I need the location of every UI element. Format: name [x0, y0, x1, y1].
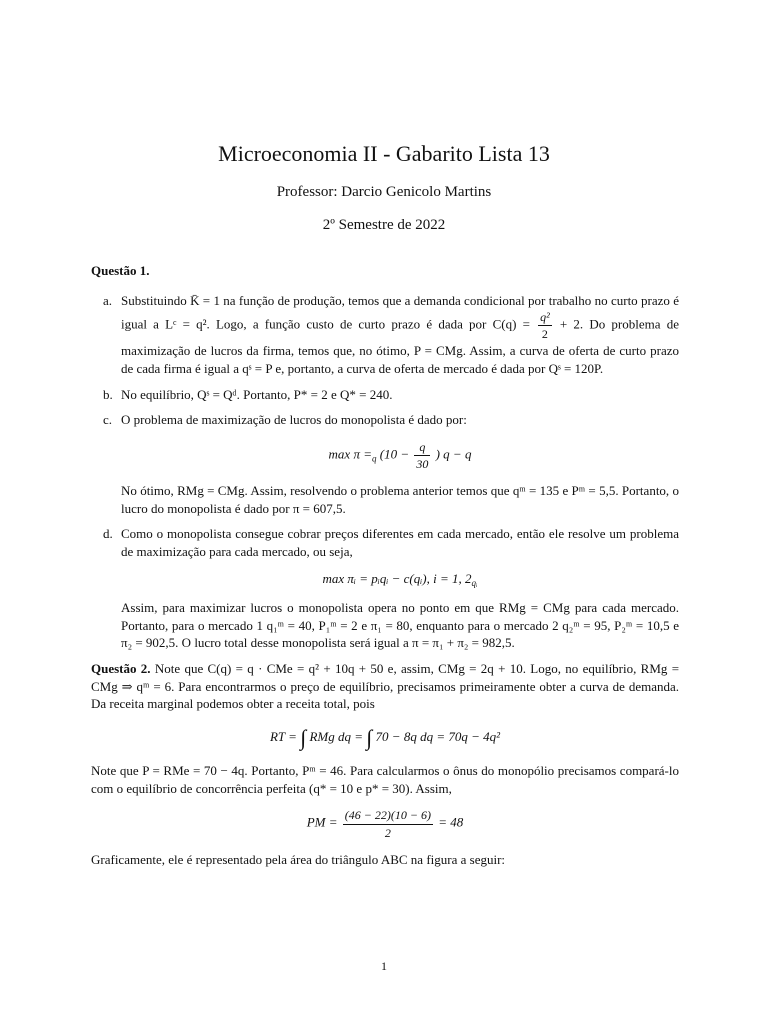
item-label: b. — [103, 386, 113, 402]
item-label: d. — [103, 526, 113, 542]
equation-deadweight: PM = $\frac{(46 - 22)(10 - 6)}{2}$ = 48 — [306, 808, 464, 840]
document-body — [91, 262, 679, 874]
question-1-item-d — [91, 525, 679, 652]
question-2-text3: Graficamente, ele é representado pela área do triângulo ABC na figura a seguir: — [91, 851, 506, 867]
equation-market-max: max πᵢ = pᵢqᵢ − c(qᵢ), i = 1, $2_{qᵢ}$ — [322, 571, 478, 589]
item-text: O problema de maximização de lucros do monopolista é dado por: — [121, 412, 467, 428]
question-1-item-b — [91, 386, 679, 404]
item-text: No equilíbrio, Qˢ = Qᵈ. Portanto, P* = 2 e Q* = 240. — [121, 386, 393, 402]
item-label: c. — [103, 412, 113, 428]
document-title: Microeconomia II - Gabarito Lista 13 — [218, 141, 550, 166]
fraction: $\frac{\text{q²}}{2}$ — [540, 310, 550, 342]
page-number: 1 — [381, 959, 387, 973]
item-label: a. — [103, 292, 113, 308]
question-2-heading: Questão 2. — [91, 661, 151, 676]
document-semester: 2º Semestre de 2022 — [322, 217, 446, 233]
question-1-item-c — [91, 411, 679, 517]
equation-max-profit: $\max \pi =_q$ (10 − $\frac{q}{30}$ ) q − q — [328, 439, 472, 471]
equation-total-revenue: RT = ∫ RMg dq = ∫ 70 − 8q dq = 70q − 4q² — [269, 724, 501, 750]
integral-symbol: ∫ — [300, 724, 307, 750]
item-text: Substituindo K̄ = 1 na função de produção, temos que a demanda condicional por trabalho no curto prazo é igual a Lᶜ = q². Logo, a função custo de curto prazo é dada por C(q) = $\frac{\text{q²}}{2}$ + 2. Do problema de maximização de lucros da firma, temos que, no ótimo, P = CMg. Assim, a curva de oferta de curto prazo de cada firma é igual a qˢ = P e, portanto, a curva de oferta de mercado é dada por Qˢ = 120P. — [121, 292, 679, 377]
item-text: Como o monopolista consegue cobrar preços diferentes em cada mercado, então ele resolve um problema de maximização para cada mercado, ou seja, — [121, 526, 679, 559]
document-author: Professor: Darcio Genicolo Martins — [276, 184, 492, 200]
item-text-after: No ótimo, RMg = CMg. Assim, resolvendo o problema anterior temos que qᵐ = 135 e Pᵐ = 5,5. Portanto, o lucro do monopolista é dado por π = 607,5. — [121, 483, 679, 516]
question-2-text2: Note que P = RMe = 70 − 4q. Portanto, Pᵐ = 46. Para calcularmos o ônus do monopólio precisamos compará-lo com o equilíbrio de concorrência perfeita (q* = 10 e p* = 30). Assim, — [91, 763, 679, 796]
question-1-item-a — [91, 292, 679, 378]
integral-symbol: ∫ — [366, 724, 373, 750]
item-text-after: Assim, para maximizar lucros o monopolista opera no ponto em que RMg = CMg para cada mercado. Portanto, para o mercado 1 q₁ᵐ = 40, P₁ᵐ = 2 e π₁ = 80, enquanto para o mercado 2 q₂ᵐ = 95, P₂ᵐ = 10,5 e π₂ = 902,5. O lucro total desse monopolista será igual a π = π₁ + π₂ = 982,5. — [121, 600, 679, 651]
question-1-heading: Questão 1. — [91, 263, 150, 278]
question-2-text1: Questão 2. Note que C(q) = q · CMe = q² + 10q + 50 e, assim, CMg = 2q + 10. Logo, no equilíbrio, RMg = CMg ⇒ qᵐ = 6. Para encontrarmos o preço de equilíbrio, precisamos primeiramente obter a curva de demanda. Da receita marginal podemos obter a receita total, pois — [91, 661, 680, 712]
